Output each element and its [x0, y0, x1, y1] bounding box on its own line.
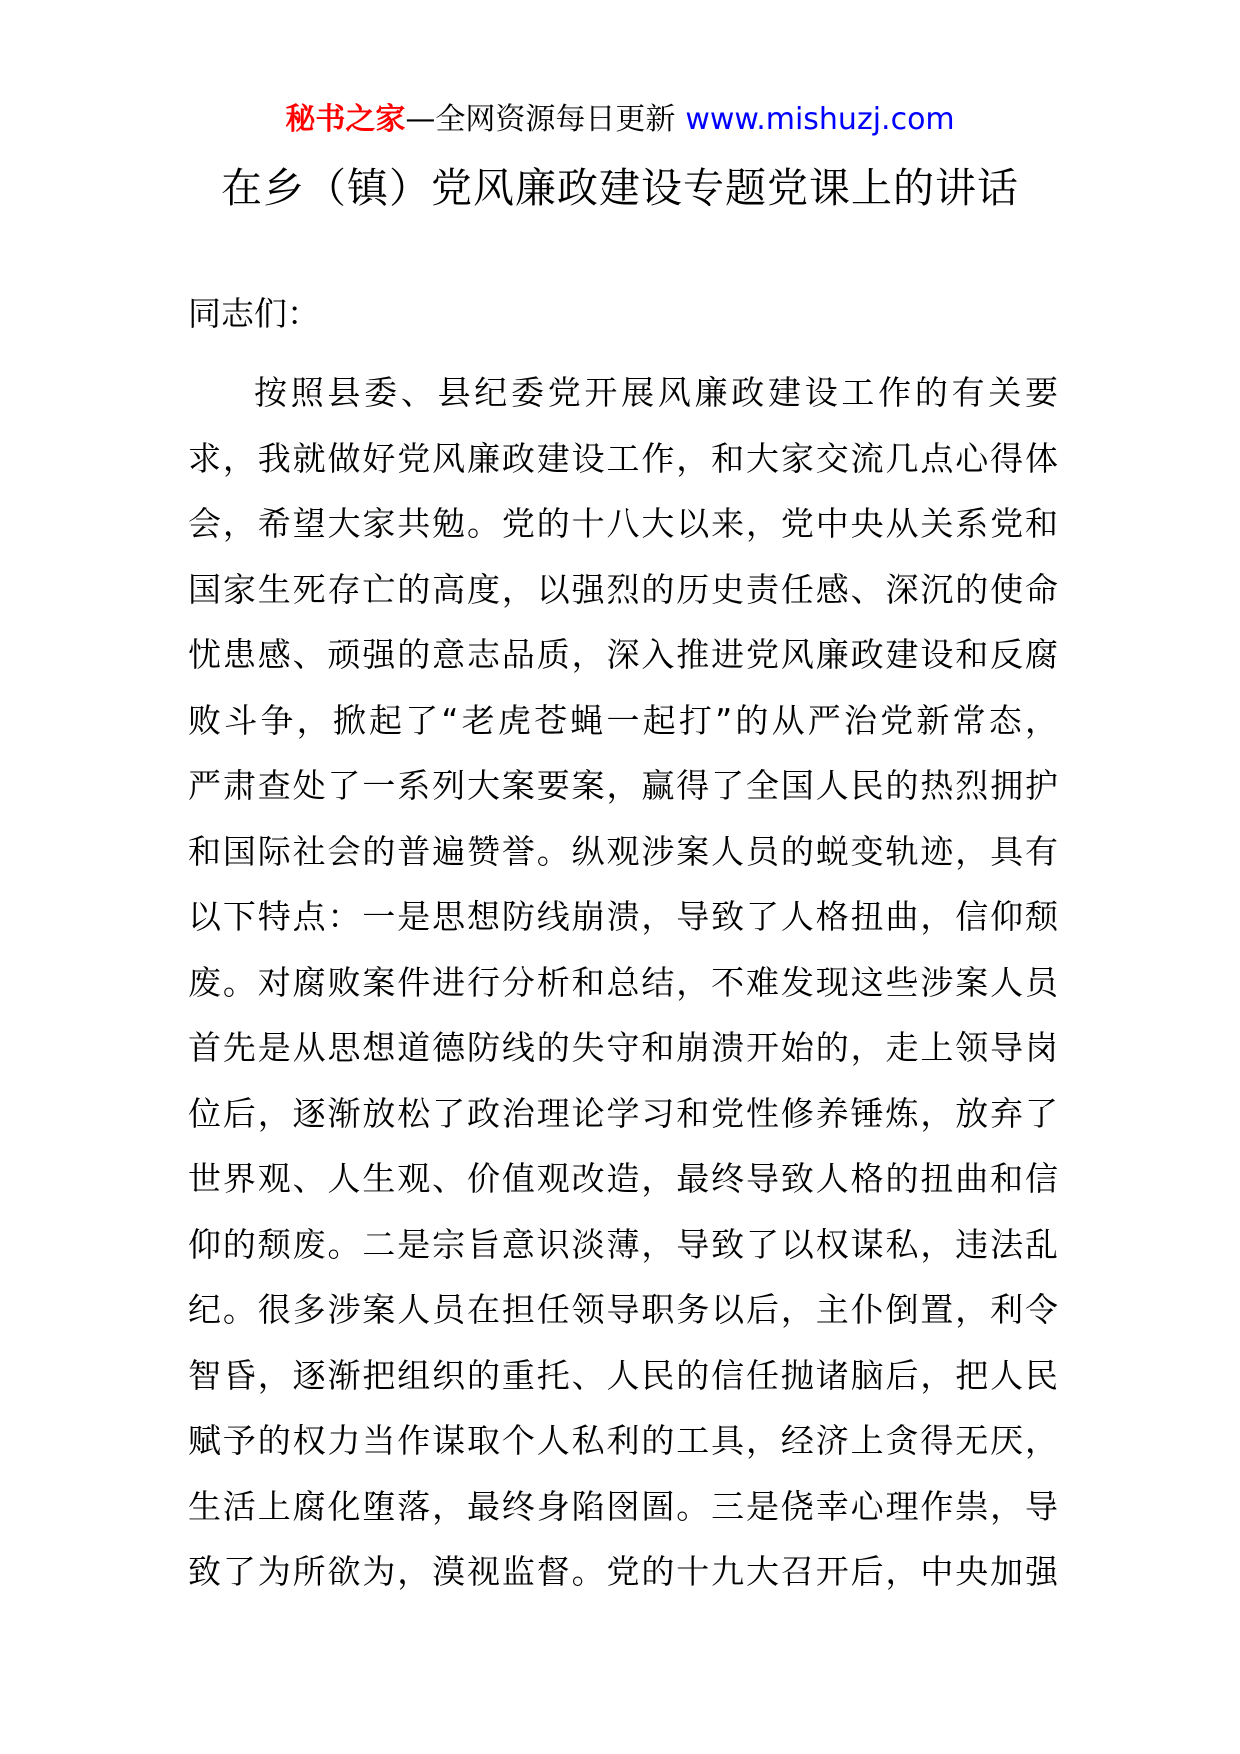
paragraph-line: 严肃查处了一系列大案要案，赢得了全国人民的热烈拥护	[188, 766, 1058, 805]
paragraph-line: 世界观、人生观、价值观改造，最终导致人格的扭曲和信	[188, 1159, 1058, 1198]
site-url-link[interactable]: www.mishuzj.com	[685, 102, 955, 137]
body-paragraph	[188, 360, 1058, 1605]
paragraph-line: 仰的颓废。二是宗旨意识淡薄，导致了以权谋私，违法乱	[188, 1224, 1058, 1264]
paragraph-line: 智昏，逐渐把组织的重托、人民的信任抛诸脑后，把人民	[188, 1355, 1058, 1395]
paragraph-line: 和国际社会的普遍赞誉。纵观涉案人员的蜕变轨迹，具有	[188, 831, 1058, 871]
paragraph-line: 求，我就做好党风廉政建设工作，和大家交流几点心得体	[188, 438, 1058, 478]
paragraph-line: 会，希望大家共勉。党的十八大以来，党中央从关系党和	[188, 504, 1058, 543]
document-title: 在乡（镇）党风廉政建设专题党课上的讲话	[221, 164, 1019, 212]
paragraph-line: 首先是从思想道德防线的失守和崩溃开始的，走上领导岗	[188, 1028, 1058, 1067]
paragraph-line: 国家生死存亡的高度，以强烈的历史责任感、深沉的使命	[188, 569, 1058, 609]
paragraph-line: 忧患感、顽强的意志品质，深入推进党风廉政建设和反腐	[188, 635, 1058, 674]
paragraph-line: 位后，逐渐放松了政治理论学习和党性修养锤炼，放弃了	[188, 1093, 1058, 1133]
paragraph-line: 纪。很多涉案人员在担任领导职务以后，主仆倒置，利令	[188, 1290, 1058, 1329]
paragraph-line: 致了为所欲为，漠视监督。党的十九大召开后，中央加强	[188, 1552, 1058, 1591]
paragraph-line: 按照县委、县纪委党开展风廉政建设工作的有关要	[254, 373, 1058, 412]
salutation: 同志们：	[188, 294, 320, 333]
paragraph-line: 败斗争，掀起了“老虎苍蝇一起打”的从严治党新常态，	[188, 700, 1058, 740]
paragraph-line: 生活上腐化堕落，最终身陷囹圄。三是侥幸心理作祟，导	[188, 1486, 1058, 1526]
site-banner	[0, 100, 1240, 140]
paragraph-line: 赋予的权力当作谋取个人私利的工具，经济上贪得无厌，	[188, 1421, 1058, 1460]
paragraph-line: 废。对腐败案件进行分析和总结，不难发现这些涉案人员	[188, 962, 1058, 1002]
paragraph-line: 以下特点：一是思想防线崩溃，导致了人格扭曲，信仰颓	[188, 897, 1058, 936]
banner-tagline: —全网资源每日更新	[405, 102, 676, 137]
brand-name: 秘书之家	[285, 102, 406, 137]
